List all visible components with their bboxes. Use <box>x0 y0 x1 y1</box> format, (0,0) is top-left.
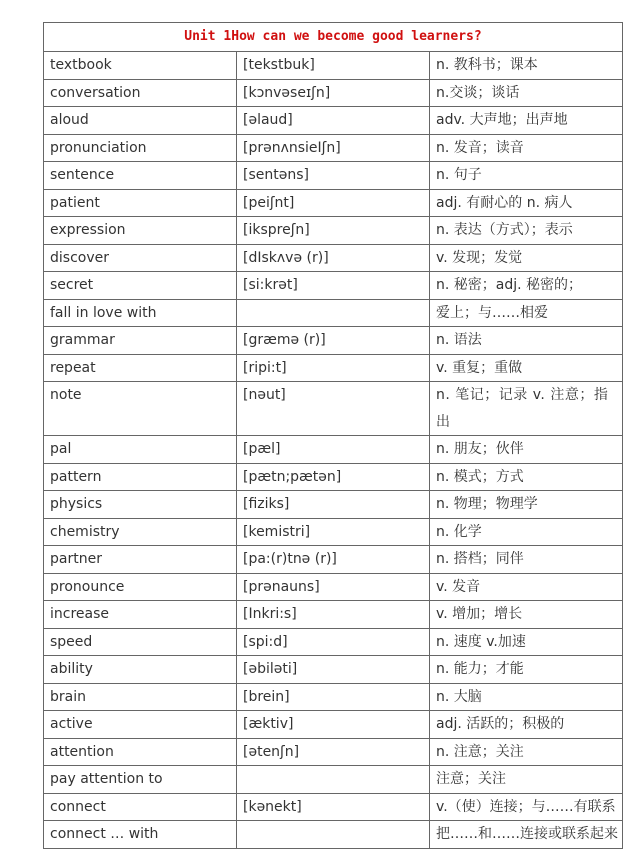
meaning-cell: adj. 有耐心的 n. 病人 <box>430 189 623 217</box>
phonetic-cell: [prənauns] <box>237 573 430 601</box>
phonetic-cell: [ətenʃn] <box>237 738 430 766</box>
table-row <box>44 189 623 217</box>
table-row <box>44 463 623 491</box>
vocabulary-table <box>43 22 623 849</box>
phonetic-cell: [si:krət] <box>237 272 430 300</box>
word-cell: repeat <box>44 354 237 382</box>
phonetic-cell: [sentəns] <box>237 162 430 190</box>
phonetic-cell: [fiziks] <box>237 491 430 519</box>
word-cell: discover <box>44 244 237 272</box>
phonetic-cell: [nəut] <box>237 382 430 436</box>
table-row <box>44 327 623 355</box>
table-row <box>44 491 623 519</box>
word-cell: note <box>44 382 237 436</box>
meaning-cell: n. 语法 <box>430 327 623 355</box>
word-cell: pay attention to <box>44 766 237 794</box>
word-cell: pronounce <box>44 573 237 601</box>
meaning-cell: n. 能力；才能 <box>430 656 623 684</box>
table-row <box>44 244 623 272</box>
table-row <box>44 107 623 135</box>
meaning-cell: n. 大脑 <box>430 683 623 711</box>
word-cell: sentence <box>44 162 237 190</box>
phonetic-cell: [tekstbuk] <box>237 52 430 80</box>
table-row <box>44 79 623 107</box>
word-cell: secret <box>44 272 237 300</box>
meaning-cell: n. 化学 <box>430 518 623 546</box>
word-cell: expression <box>44 217 237 245</box>
phonetic-cell <box>237 299 430 327</box>
meaning-cell: v.（使）连接；与……有联系 <box>430 793 623 821</box>
meaning-cell: n. 句子 <box>430 162 623 190</box>
phonetic-cell: [kənekt] <box>237 793 430 821</box>
meaning-cell: n. 模式；方式 <box>430 463 623 491</box>
phonetic-cell: [əlaud] <box>237 107 430 135</box>
phonetic-cell: [kɔnvəseɪʃn] <box>237 79 430 107</box>
table-row <box>44 299 623 327</box>
phonetic-cell: [prənʌnsieIʃn] <box>237 134 430 162</box>
meaning-cell: n. 表达（方式）；表示 <box>430 217 623 245</box>
phonetic-cell: [pa:(r)tnə (r)] <box>237 546 430 574</box>
phonetic-cell: [peiʃnt] <box>237 189 430 217</box>
table-row <box>44 436 623 464</box>
table-row <box>44 162 623 190</box>
word-cell: conversation <box>44 79 237 107</box>
word-cell: brain <box>44 683 237 711</box>
meaning-cell: 爱上；与……相爱 <box>430 299 623 327</box>
phonetic-cell: [pætn;pætən] <box>237 463 430 491</box>
word-cell: pronunciation <box>44 134 237 162</box>
meaning-cell: v. 发现；发觉 <box>430 244 623 272</box>
word-cell: patient <box>44 189 237 217</box>
word-cell: physics <box>44 491 237 519</box>
word-cell: grammar <box>44 327 237 355</box>
meaning-cell: n. 秘密；adj. 秘密的； <box>430 272 623 300</box>
table-row <box>44 601 623 629</box>
phonetic-cell: [ikspreʃn] <box>237 217 430 245</box>
word-cell: pal <box>44 436 237 464</box>
meaning-cell: n. 发音；读音 <box>430 134 623 162</box>
meaning-cell: 注意；关注 <box>430 766 623 794</box>
phonetic-cell: [pæl] <box>237 436 430 464</box>
word-cell: fall in love with <box>44 299 237 327</box>
table-row <box>44 711 623 739</box>
phonetic-cell <box>237 821 430 849</box>
meaning-cell: n. 笔记；记录 v. 注意；指出 <box>430 382 623 436</box>
word-cell: chemistry <box>44 518 237 546</box>
phonetic-cell: [ripi:t] <box>237 354 430 382</box>
word-cell: textbook <box>44 52 237 80</box>
phonetic-cell: [græmə (r)] <box>237 327 430 355</box>
word-cell: speed <box>44 628 237 656</box>
phonetic-cell: [Inkri:s] <box>237 601 430 629</box>
meaning-cell: v. 重复；重做 <box>430 354 623 382</box>
table-row <box>44 546 623 574</box>
word-cell: ability <box>44 656 237 684</box>
table-row <box>44 738 623 766</box>
meaning-cell: n. 物理；物理学 <box>430 491 623 519</box>
phonetic-cell: [spi:d] <box>237 628 430 656</box>
phonetic-cell: [æktiv] <box>237 711 430 739</box>
word-cell: attention <box>44 738 237 766</box>
word-cell: aloud <box>44 107 237 135</box>
table-row <box>44 52 623 80</box>
table-row <box>44 683 623 711</box>
table-row <box>44 354 623 382</box>
phonetic-cell: [kemistri] <box>237 518 430 546</box>
table-row <box>44 656 623 684</box>
word-cell: increase <box>44 601 237 629</box>
table-row <box>44 573 623 601</box>
table-row <box>44 766 623 794</box>
word-cell: partner <box>44 546 237 574</box>
meaning-cell: n.交谈；谈话 <box>430 79 623 107</box>
meaning-cell: n. 搭档；同伴 <box>430 546 623 574</box>
table-row <box>44 628 623 656</box>
table-row <box>44 134 623 162</box>
vocabulary-sheet <box>43 22 623 849</box>
word-cell: pattern <box>44 463 237 491</box>
meaning-cell: v. 发音 <box>430 573 623 601</box>
title-row <box>44 23 623 52</box>
meaning-cell: n. 朋友；伙伴 <box>430 436 623 464</box>
table-row <box>44 793 623 821</box>
meaning-cell: n. 教科书；课本 <box>430 52 623 80</box>
table-row <box>44 821 623 849</box>
word-cell: active <box>44 711 237 739</box>
table-row <box>44 382 623 436</box>
table-row <box>44 217 623 245</box>
table-row <box>44 272 623 300</box>
word-cell: connect <box>44 793 237 821</box>
meaning-cell: adv. 大声地；出声地 <box>430 107 623 135</box>
meaning-cell: adj. 活跃的；积极的 <box>430 711 623 739</box>
phonetic-cell: [əbiləti] <box>237 656 430 684</box>
phonetic-cell <box>237 766 430 794</box>
table-row <box>44 518 623 546</box>
meaning-cell: 把……和……连接或联系起来 <box>430 821 623 849</box>
phonetic-cell: [dIskʌvə (r)] <box>237 244 430 272</box>
unit-title: Unit 1How can we become good learners? <box>44 23 623 52</box>
meaning-cell: n. 速度 v.加速 <box>430 628 623 656</box>
word-cell: connect … with <box>44 821 237 849</box>
phonetic-cell: [brein] <box>237 683 430 711</box>
meaning-cell: n. 注意；关注 <box>430 738 623 766</box>
meaning-cell: v. 增加；增长 <box>430 601 623 629</box>
